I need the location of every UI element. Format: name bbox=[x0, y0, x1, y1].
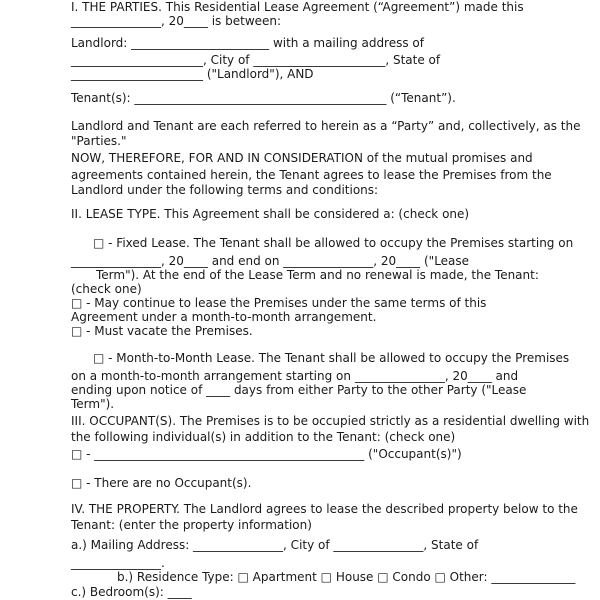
tenant-line: Tenant(s): __________________________________________ (“Tenant”). bbox=[71, 91, 456, 105]
bedrooms-line: c.) Bedroom(s): ____ bbox=[71, 585, 192, 599]
lease-term-line: Term"). At the end of the Lease Term and no renewal is made, the Tenant: bbox=[96, 268, 539, 282]
landlord-line: Landlord: _______________________ with a mailing address of bbox=[71, 36, 424, 50]
parties-definition-line: "Parties." bbox=[71, 134, 127, 148]
landlord-state-line: ______________________ ("Landlord"), AND bbox=[71, 67, 314, 81]
lease-term-end-line: Term"). bbox=[71, 397, 115, 411]
month-to-month-start-line: on a month-to-month arrangement starting on _______________, 20____ and bbox=[71, 369, 519, 383]
occupants-individuals-line: the following individual(s) in addition to the Tenant: (check one) bbox=[71, 430, 456, 444]
terms-conditions-line: Landlord under the following terms and conditions: bbox=[71, 183, 379, 197]
notice-line: ending upon notice of ____ days from either Party to the other Party ("Lease bbox=[71, 383, 527, 397]
property-info-line: Tenant: (enter the property information) bbox=[71, 518, 312, 532]
occupants-checkbox-line: □ - _____________________________________________ ("Occupant(s)") bbox=[71, 447, 462, 461]
mailing-address-line: a.) Mailing Address: _______________, City of _______________, State of bbox=[71, 538, 479, 552]
vacate-checkbox-line: □ - Must vacate the Premises. bbox=[71, 324, 253, 338]
landlord-address-line: ______________________, City of ______________________, State of bbox=[71, 53, 441, 67]
lease-type-heading: II. LEASE TYPE. This Agreement shall be considered a: (check one) bbox=[71, 207, 470, 221]
parties-heading: I. THE PARTIES. This Residential Lease Agreement (“Agreement”) made this bbox=[71, 0, 524, 14]
parties-date-line: _______________, 20____ is between: bbox=[71, 14, 282, 28]
fixed-lease-checkbox-line: □ - Fixed Lease. The Tenant shall be allowed to occupy the Premises starting on bbox=[93, 236, 574, 250]
consideration-line: NOW, THEREFORE, FOR AND IN CONSIDERATION of the mutual promises and bbox=[71, 151, 533, 165]
check-one-line: (check one) bbox=[71, 282, 142, 296]
no-occupants-checkbox-line: □ - There are no Occupant(s). bbox=[71, 476, 252, 490]
continue-lease-checkbox-line: □ - May continue to lease the Premises under the same terms of this bbox=[71, 296, 487, 310]
mailing-address-state-line: _______________. bbox=[71, 556, 165, 570]
property-heading: IV. THE PROPERTY. The Landlord agrees to lease the described property below to the bbox=[71, 502, 578, 516]
month-to-month-arrangement-line: Agreement under a month-to-month arrangement. bbox=[71, 310, 377, 324]
residence-type-line: b.) Residence Type: □ Apartment □ House □ Condo □ Other: ______________ bbox=[117, 570, 576, 584]
fixed-lease-dates-line: _______________, 20____ and end on _______________, 20____ ("Lease bbox=[71, 254, 470, 268]
agreements-line: agreements contained herein, the Tenant agrees to lease the Premises from the bbox=[71, 168, 552, 182]
party-definition-line: Landlord and Tenant are each referred to herein as a “Party” and, collectively, as the bbox=[71, 119, 581, 133]
occupants-heading: III. OCCUPANT(S). The Premises is to be occupied strictly as a residential dwelling with bbox=[71, 414, 590, 428]
month-to-month-lease-checkbox-line: □ - Month-to-Month Lease. The Tenant shall be allowed to occupy the Premises bbox=[93, 351, 570, 365]
